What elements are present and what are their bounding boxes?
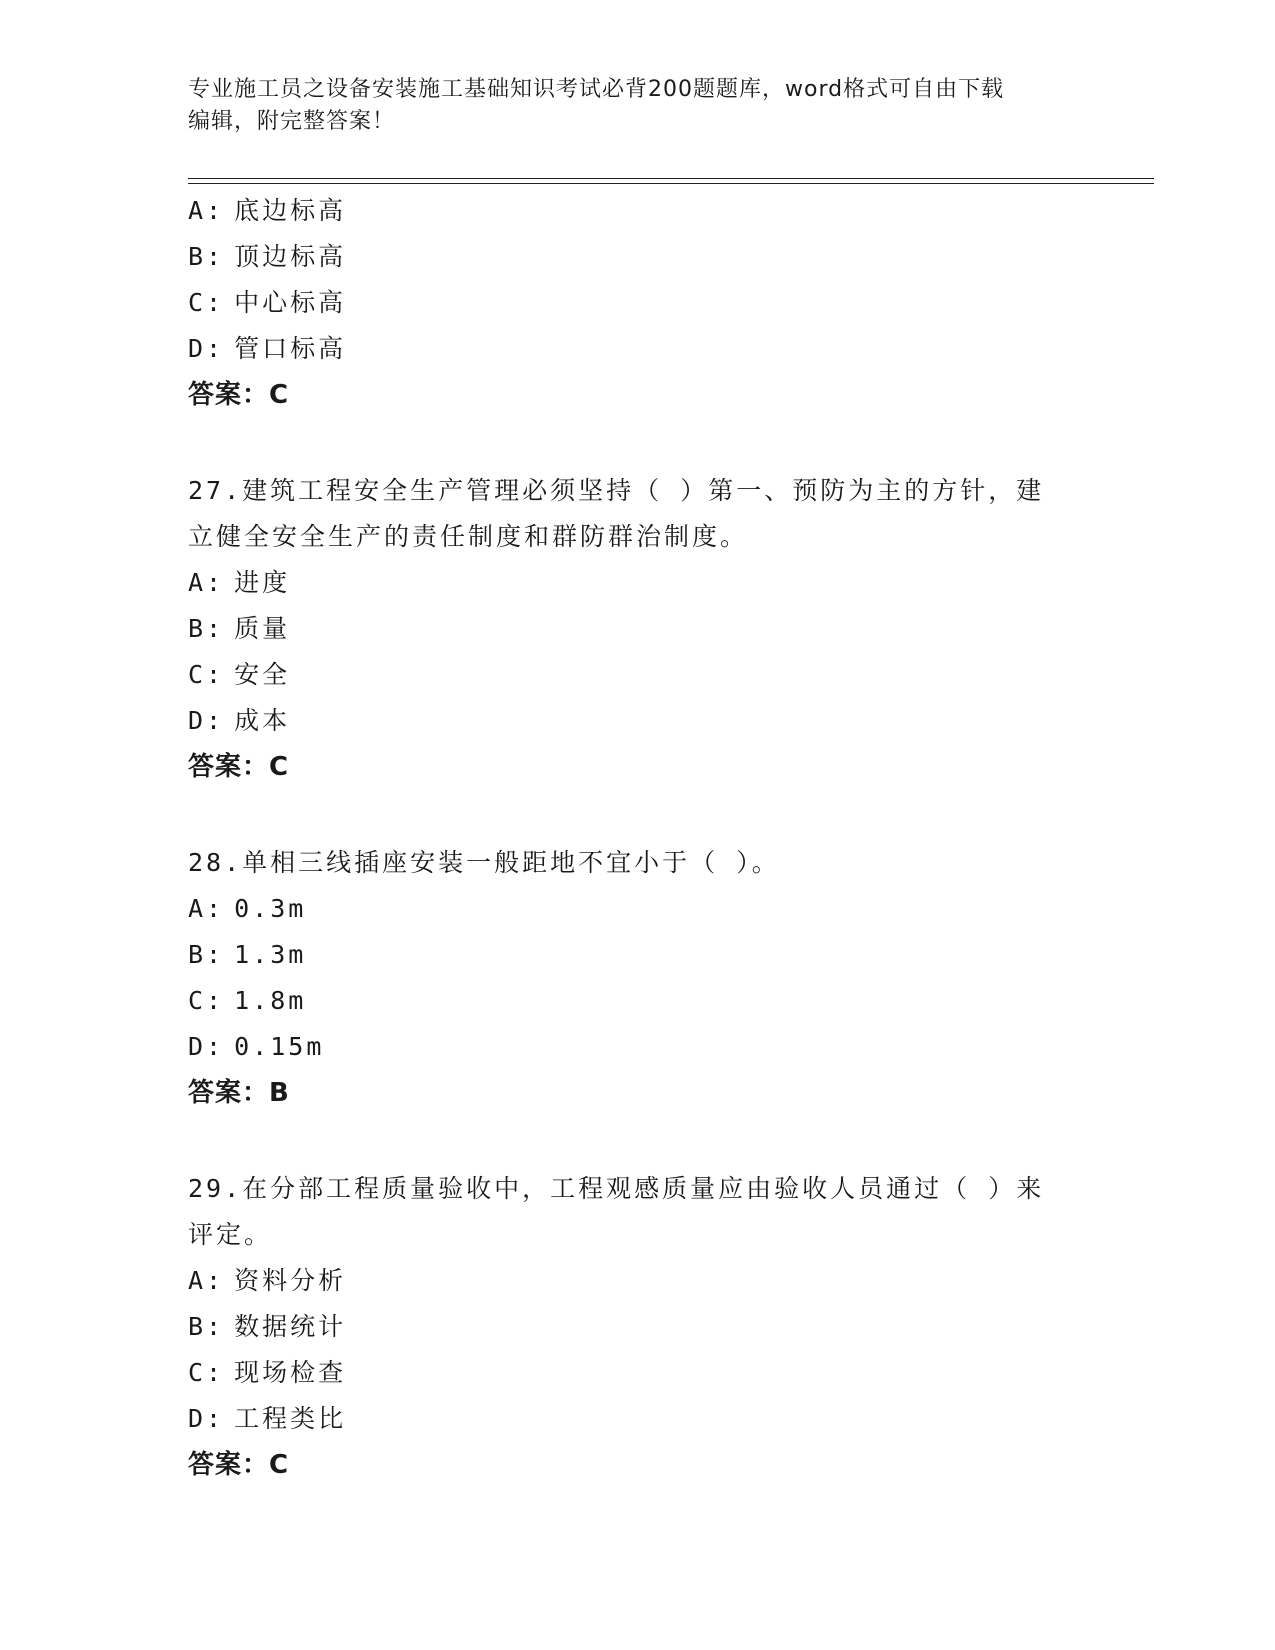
option-key: B: (188, 1312, 225, 1341)
option-b (188, 1304, 1088, 1350)
question-28 (188, 840, 1088, 1116)
option-b (188, 234, 1088, 280)
option-text: 现场检查 (234, 1358, 347, 1387)
option-d (188, 1024, 1088, 1070)
option-c (188, 978, 1088, 1024)
option-text: 0.15m (234, 1032, 325, 1061)
option-text: 安全 (234, 660, 291, 689)
question-29 (188, 1166, 1088, 1488)
option-c (188, 280, 1088, 326)
header-title-line-2: 编辑，附完整答案！ (188, 109, 396, 134)
option-key: D: (188, 706, 225, 735)
option-text: 0.3m (234, 894, 307, 923)
option-key: D: (188, 1032, 225, 1061)
option-d (188, 1396, 1088, 1442)
question-stem-line-2: 立健全安全生产的责任制度和群防群治制度。 (188, 522, 749, 551)
option-a (188, 560, 1088, 606)
option-a (188, 886, 1088, 932)
option-key: B: (188, 614, 225, 643)
option-text: 中心标高 (234, 288, 347, 317)
option-key: A: (188, 196, 225, 225)
option-c (188, 652, 1088, 698)
option-key: C: (188, 288, 225, 317)
option-key: C: (188, 1358, 225, 1387)
option-key: A: (188, 894, 225, 923)
option-key: D: (188, 1404, 225, 1433)
option-text: 数据统计 (234, 1312, 347, 1341)
question-stem (188, 840, 1048, 886)
question-list (188, 188, 1088, 1488)
question-stem (188, 1166, 1048, 1258)
option-b (188, 932, 1088, 978)
question-27 (188, 468, 1088, 790)
question-stem-line-1: 29.在分部工程质量验收中，工程观感质量应由验收人员通过（ ）来 (188, 1174, 1045, 1203)
option-key: B: (188, 242, 225, 271)
question-stem-line-2: 评定。 (188, 1220, 273, 1249)
option-text: 1.3m (234, 940, 307, 969)
option-text: 资料分析 (234, 1266, 347, 1295)
option-key: C: (188, 660, 225, 689)
option-key: D: (188, 334, 225, 363)
document-header (188, 74, 1068, 138)
option-text: 工程类比 (234, 1404, 347, 1433)
question-stem-line-1: 27.建筑工程安全生产管理必须坚持（ ）第一、预防为主的方针，建 (188, 476, 1045, 505)
option-text: 底边标高 (234, 196, 347, 225)
option-key: B: (188, 940, 225, 969)
option-text: 1.8m (234, 986, 307, 1015)
answer-line: 答案：C (188, 380, 290, 410)
option-text: 顶边标高 (234, 242, 347, 271)
option-text: 成本 (234, 706, 291, 735)
header-divider-bottom (188, 183, 1154, 184)
option-key: C: (188, 986, 225, 1015)
option-key: A: (188, 1266, 225, 1295)
header-title-line-1: 专业施工员之设备安装施工基础知识考试必背200题题库，word格式可自由下载 (188, 77, 1005, 102)
question-26-continued (188, 188, 1088, 418)
option-a (188, 188, 1088, 234)
answer-line: 答案：C (188, 752, 290, 782)
option-key: A: (188, 568, 225, 597)
option-text: 管口标高 (234, 334, 347, 363)
option-d (188, 698, 1088, 744)
option-c (188, 1350, 1088, 1396)
answer-line: 答案：B (188, 1078, 290, 1108)
question-stem (188, 468, 1048, 560)
header-divider-top (188, 178, 1154, 179)
option-d (188, 326, 1088, 372)
option-text: 质量 (234, 614, 291, 643)
option-b (188, 606, 1088, 652)
question-stem-line-1: 28.单相三线插座安装一般距地不宜小于（ ）。 (188, 848, 780, 877)
option-a (188, 1258, 1088, 1304)
answer-line: 答案：C (188, 1450, 290, 1480)
option-text: 进度 (234, 568, 291, 597)
